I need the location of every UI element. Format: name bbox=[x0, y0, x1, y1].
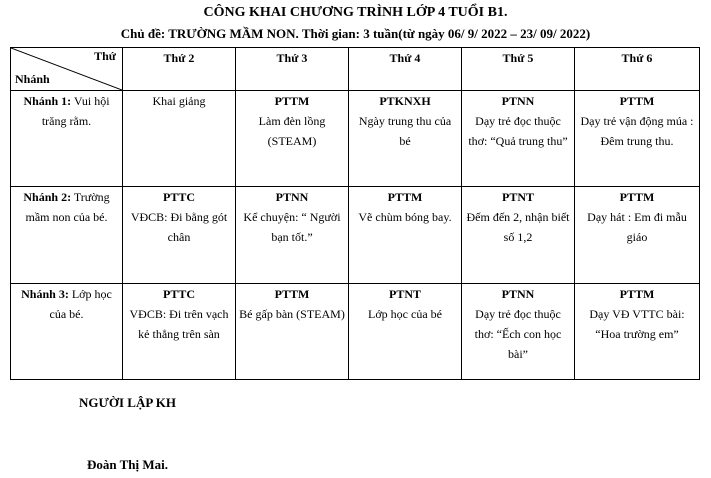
branch-label: Nhánh 1: bbox=[23, 94, 72, 108]
activity-cell bbox=[349, 284, 462, 380]
corner-header-cell bbox=[11, 48, 123, 91]
branch-name: Lớp học của bé. bbox=[49, 287, 112, 321]
signer-name: Đoàn Thị Mai. bbox=[87, 457, 169, 472]
activity-category: PTTM bbox=[274, 94, 310, 108]
activity-category: PTTC bbox=[162, 190, 195, 204]
corner-label-branch: Nhánh bbox=[15, 72, 50, 86]
activity-category: PTNN bbox=[501, 287, 535, 301]
branch-cell bbox=[11, 91, 123, 187]
activity-text: VĐCB: Đi trên vạch kẻ thẳng trên sàn bbox=[129, 307, 229, 341]
activity-cell bbox=[236, 187, 349, 284]
table-row bbox=[11, 284, 700, 380]
schedule-table bbox=[10, 47, 700, 380]
activity-category: PTNT bbox=[388, 287, 421, 301]
branch-cell bbox=[11, 187, 123, 284]
branch-label: Nhánh 3: bbox=[21, 287, 69, 301]
activity-cell bbox=[575, 187, 700, 284]
activity-category: PTTM bbox=[274, 287, 310, 301]
activity-cell bbox=[123, 284, 236, 380]
activity-text: Dạy trẻ đọc thuộc thơ: “Ếch con học bài” bbox=[474, 307, 562, 361]
branch-name: Trường mầm non của bé. bbox=[25, 190, 110, 224]
activity-text: Lớp học của bé bbox=[368, 307, 442, 321]
activity-cell bbox=[349, 187, 462, 284]
prepared-by-label: NGƯỜI LẬP KH bbox=[79, 395, 177, 410]
activity-category: PTTM bbox=[619, 94, 655, 108]
activity-text: Vẽ chùm bóng bay. bbox=[358, 210, 452, 224]
activity-text: Đếm đến 2, nhận biết số 1,2 bbox=[466, 210, 570, 244]
branch-cell bbox=[11, 284, 123, 380]
activity-category: PTTC bbox=[162, 287, 195, 301]
activity-cell bbox=[349, 91, 462, 187]
activity-text: VĐCB: Đi bằng gót chân bbox=[130, 210, 228, 244]
activity-category: PTNN bbox=[501, 94, 535, 108]
day-header: Thứ 5 bbox=[462, 48, 575, 91]
branch-name: Vui hội trăng rằm. bbox=[41, 94, 110, 128]
activity-text: Dạy trẻ vận động múa : Đêm trung thu. bbox=[580, 114, 694, 148]
activity-text: Bé gấp bàn (STEAM) bbox=[239, 307, 345, 321]
activity-cell bbox=[575, 91, 700, 187]
activity-category: PTTM bbox=[387, 190, 423, 204]
activity-cell bbox=[123, 91, 236, 187]
activity-cell bbox=[462, 187, 575, 284]
activity-text: Dạy hát : Em đi mẫu giáo bbox=[587, 210, 687, 244]
activity-cell bbox=[236, 91, 349, 187]
table-header-row bbox=[11, 48, 700, 91]
activity-text: Khai giảng bbox=[152, 94, 206, 108]
activity-category: PTNN bbox=[275, 190, 309, 204]
activity-category: PTKNXH bbox=[379, 94, 431, 108]
day-header: Thứ 6 bbox=[575, 48, 700, 91]
document-title: CÔNG KHAI CHƯƠNG TRÌNH LỚP 4 TUỔI B1. bbox=[203, 5, 508, 20]
activity-text: Làm đèn lồng (STEAM) bbox=[258, 114, 326, 148]
table-row bbox=[11, 187, 700, 284]
table-row bbox=[11, 91, 700, 187]
activity-cell bbox=[123, 187, 236, 284]
activity-category: PTNT bbox=[501, 190, 534, 204]
activity-cell bbox=[236, 284, 349, 380]
day-header: Thứ 2 bbox=[123, 48, 236, 91]
activity-cell bbox=[462, 91, 575, 187]
activity-text: Dạy trẻ đọc thuộc thơ: “Quả trung thu” bbox=[468, 114, 568, 148]
activity-category: PTTM bbox=[619, 287, 655, 301]
day-header: Thứ 3 bbox=[236, 48, 349, 91]
activity-text: Dạy VĐ VTTC bài: “Hoa trường em” bbox=[589, 307, 685, 341]
document-subtitle: Chủ đề: TRƯỜNG MẦM NON. Thời gian: 3 tuần(từ ngày 06/ 9/ 2022 – 23/ 09/ 2022) bbox=[120, 26, 591, 41]
day-header: Thứ 4 bbox=[349, 48, 462, 91]
activity-text: Kể chuyện: “ Người bạn tốt.” bbox=[243, 210, 341, 244]
activity-cell bbox=[575, 284, 700, 380]
corner-label-day: Thứ bbox=[94, 49, 116, 63]
branch-label: Nhánh 2: bbox=[23, 190, 72, 204]
activity-cell bbox=[462, 284, 575, 380]
activity-category: PTTM bbox=[619, 190, 655, 204]
activity-text: Ngày trung thu của bé bbox=[358, 114, 452, 148]
